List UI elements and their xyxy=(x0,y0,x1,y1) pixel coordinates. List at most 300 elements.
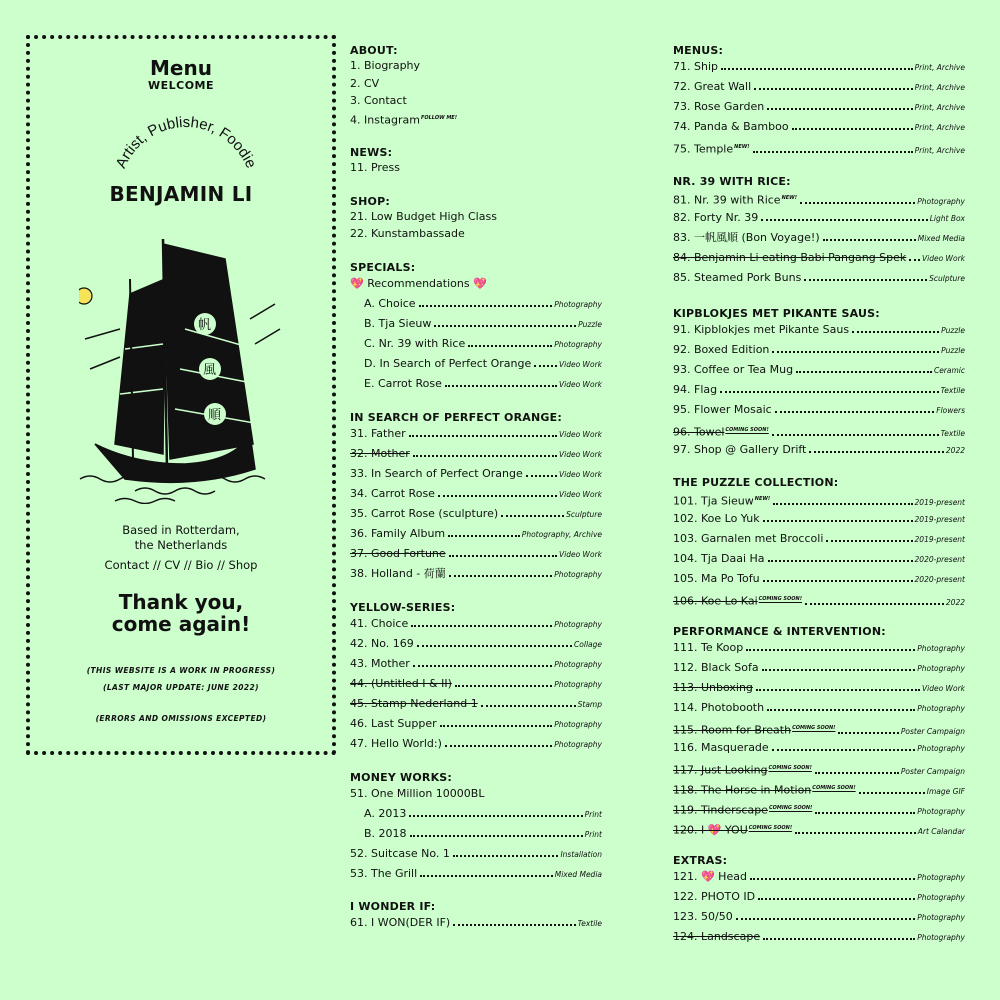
menu-item[interactable] xyxy=(673,420,965,440)
menu-item-label xyxy=(673,887,755,907)
svg-text:Artist, Publisher, Foodie xyxy=(112,114,259,171)
dot-leader xyxy=(526,475,557,477)
menu-item[interactable] xyxy=(350,294,602,314)
dot-leader xyxy=(767,108,912,110)
menu-item-label xyxy=(673,228,820,248)
dot-leader xyxy=(795,832,916,834)
note-errors: (ERRORS AND OMISSIONS EXCEPTED) xyxy=(95,714,267,723)
menu-item-label xyxy=(350,444,410,464)
dot-leader xyxy=(815,772,899,774)
dot-leader xyxy=(753,151,913,153)
menu-item[interactable] xyxy=(673,678,965,698)
menu-item-text: 113. Unboxing xyxy=(673,681,753,694)
menu-item[interactable] xyxy=(350,57,602,75)
menu-item[interactable] xyxy=(350,374,602,394)
menu-item-label xyxy=(350,544,446,564)
menu-item[interactable] xyxy=(350,784,602,804)
menu-item-label xyxy=(350,524,445,544)
menu-item[interactable] xyxy=(350,674,602,694)
dot-leader xyxy=(409,815,582,817)
menu-item[interactable] xyxy=(673,738,965,758)
dot-leader xyxy=(410,835,583,837)
menu-item[interactable] xyxy=(350,92,602,110)
menu-item-text: D. In Search of Perfect Orange xyxy=(364,356,532,370)
menu-item[interactable] xyxy=(350,694,602,714)
menu-item-label xyxy=(673,117,789,137)
menu-item-text: 83. 一帆風順 (Bon Voyage!) xyxy=(673,231,820,244)
menu-item-text: 92. Boxed Edition xyxy=(673,343,770,356)
dot-leader xyxy=(440,725,553,727)
link-bio[interactable]: Bio xyxy=(195,558,214,572)
menu-item-text: A. Choice xyxy=(364,296,416,310)
menu-item[interactable] xyxy=(673,658,965,678)
menu-item-text: E. Carrot Rose xyxy=(364,376,442,390)
menu-item[interactable] xyxy=(673,380,965,400)
menu-item-text: 85. Steamed Pork Buns xyxy=(673,271,802,284)
status-badge: COMING SOON! xyxy=(812,785,856,791)
menu-item-label xyxy=(673,589,802,612)
menu-item-text: 95. Flower Mosaic xyxy=(673,403,772,416)
menu-item-label xyxy=(350,784,484,804)
menu-item-label xyxy=(673,360,793,380)
menu-item-text: 41. Choice xyxy=(350,616,409,630)
menu-item-text: 114. Photobooth xyxy=(673,701,765,714)
menu-item-category: Flowers xyxy=(936,406,965,415)
thank-you-line-2: come again! xyxy=(111,612,251,636)
dot-leader xyxy=(445,385,557,387)
junk-boat-illustration xyxy=(75,229,285,504)
menu-item[interactable] xyxy=(673,509,965,529)
menu-item-category: Video Work xyxy=(559,489,602,499)
section-heading: SHOP: xyxy=(350,194,390,208)
menu-item-text: 104. Tja Daai Ha xyxy=(673,552,765,565)
menu-item-category: Stamp xyxy=(577,699,602,709)
menu-item-text: 82. Forty Nr. 39 xyxy=(673,211,759,224)
menu-item-category: Video Work xyxy=(559,549,602,559)
section-heading: IN SEARCH OF PERFECT ORANGE: xyxy=(350,410,562,424)
menu-item[interactable] xyxy=(673,320,965,340)
menu-item-category: 2022 xyxy=(945,597,965,607)
menu-item-category: Art Calandar xyxy=(917,826,965,836)
menu-item-text: 22. Kunstambassade xyxy=(350,227,465,240)
menu-item[interactable] xyxy=(350,75,602,93)
menu-item-category: Photography xyxy=(917,893,965,902)
menu-item-category: Photography xyxy=(554,719,602,729)
menu-item-category: Photography xyxy=(917,913,965,922)
welcome-label: WELCOME xyxy=(147,79,215,92)
menu-item-label xyxy=(364,824,407,844)
menu-item[interactable] xyxy=(350,314,602,334)
menu-item-text: 💖 Recommendations 💖 xyxy=(350,276,487,290)
dot-leader xyxy=(419,305,553,307)
menu-item-category: Textile xyxy=(940,428,965,438)
dot-leader xyxy=(768,560,913,562)
section-the-puzzle-collection xyxy=(673,476,965,609)
menu-item-category: Photography xyxy=(917,873,965,882)
status-badge: COMING SOON! xyxy=(758,596,802,602)
dot-leader xyxy=(838,732,898,734)
menu-item-label xyxy=(673,208,758,228)
menu-item[interactable] xyxy=(350,208,602,226)
menu-item[interactable] xyxy=(673,248,965,268)
menu-item-text: 115. Room for Breath xyxy=(673,723,792,737)
menu-item-text: 121. 💖 Head xyxy=(673,870,747,883)
menu-item-label xyxy=(350,484,435,504)
menu-item-text: 123. 50/50 xyxy=(673,910,733,923)
menu-item[interactable] xyxy=(673,340,965,360)
menu-item[interactable] xyxy=(673,440,965,460)
menu-item-text: 71. Ship xyxy=(673,60,718,73)
menu-item-label xyxy=(350,674,452,694)
menu-item-category: Video Work xyxy=(922,684,965,693)
dot-leader xyxy=(761,219,927,221)
menu-item[interactable] xyxy=(673,188,965,208)
menu-item-label xyxy=(350,734,442,754)
dot-leader xyxy=(445,745,552,747)
menu-item-text: 61. I WON(DER IF) xyxy=(350,915,451,929)
section-shop xyxy=(350,195,602,243)
menu-item-label xyxy=(350,92,407,110)
dot-leader xyxy=(826,540,912,542)
menu-item[interactable] xyxy=(673,867,965,887)
menu-item-label xyxy=(350,464,523,484)
menu-item-text: 42. No. 169 xyxy=(350,636,414,650)
link-separator: // xyxy=(213,558,229,572)
menu-item[interactable] xyxy=(673,698,965,718)
menu-item-label xyxy=(350,654,410,674)
menu-item[interactable] xyxy=(350,564,602,584)
menu-item-label xyxy=(364,374,442,394)
menu-item[interactable] xyxy=(350,504,602,524)
menu-item-label xyxy=(350,913,450,933)
section-news xyxy=(350,146,602,177)
menu-item-text: 47. Hello World:) xyxy=(350,736,442,750)
dot-leader xyxy=(758,898,915,900)
menu-item-text: 51. One Million 10000BL xyxy=(350,786,485,800)
menu-item[interactable] xyxy=(350,444,602,464)
dot-leader xyxy=(762,669,916,671)
menu-item-label xyxy=(673,57,718,77)
menu-item[interactable] xyxy=(673,907,965,927)
menu-item-category: Mixed Media xyxy=(917,234,965,243)
dot-leader xyxy=(448,535,520,537)
dot-leader xyxy=(756,689,920,691)
menu-item-category: Poster Campaign xyxy=(900,766,965,776)
section-specials xyxy=(350,261,602,394)
menu-item-text: 124. Landscape xyxy=(673,930,761,943)
menu-item[interactable] xyxy=(350,844,602,864)
menu-item-label xyxy=(350,634,414,654)
menu-item-category: Sculpture xyxy=(566,509,602,519)
menu-item-category: Collage xyxy=(574,639,602,649)
menu-item[interactable] xyxy=(673,818,965,838)
menu-item[interactable] xyxy=(673,927,965,947)
dot-leader xyxy=(449,575,552,577)
menu-item[interactable] xyxy=(350,654,602,674)
menu-item-label xyxy=(673,137,750,160)
menu-item[interactable] xyxy=(350,734,602,754)
dot-leader xyxy=(763,520,913,522)
section-heading: YELLOW-SERIES: xyxy=(350,600,456,614)
menu-item[interactable] xyxy=(673,758,965,778)
menu-item-label xyxy=(350,614,408,634)
menu-item-category: 2019-present xyxy=(914,535,965,544)
menu-item-text: 119. Tinderscape xyxy=(673,803,768,817)
link-shop[interactable]: Shop xyxy=(228,558,258,572)
note-last-update: (LAST MAJOR UPDATE: JUNE 2022) xyxy=(103,683,259,692)
menu-item-category: Photography xyxy=(917,196,965,206)
half-sun-icon xyxy=(75,287,93,305)
menu-item[interactable] xyxy=(350,484,602,504)
menu-item-label xyxy=(673,440,806,460)
menu-item[interactable] xyxy=(350,544,602,564)
menu-item-text: 3. Contact xyxy=(350,94,407,107)
dot-leader xyxy=(909,259,920,261)
dot-leader xyxy=(775,411,935,413)
menu-item-text: 43. Mother xyxy=(350,656,410,670)
menu-item-label xyxy=(673,248,906,268)
status-badge: COMING SOON! xyxy=(768,765,812,771)
menu-item[interactable] xyxy=(673,549,965,569)
svg-text:風: 風 xyxy=(203,363,217,378)
menu-item-text: 11. Press xyxy=(350,161,400,174)
menu-item-text: 105. Ma Po Tofu xyxy=(673,572,760,585)
menu-item[interactable] xyxy=(673,489,965,509)
menu-item-label xyxy=(350,274,487,294)
menu-item[interactable] xyxy=(350,464,602,484)
menu-item-category: Photography xyxy=(917,704,965,713)
menu-item-category: Photography xyxy=(917,744,965,753)
section-yellow-series xyxy=(350,601,602,754)
menu-item-label xyxy=(673,818,792,841)
svg-text:順: 順 xyxy=(208,408,222,423)
menu-item[interactable] xyxy=(673,360,965,380)
dot-leader xyxy=(804,279,927,281)
section-heading: MONEY WORKS: xyxy=(350,770,453,784)
dot-leader xyxy=(772,434,939,436)
dot-leader xyxy=(763,938,915,940)
menu-item-text: 97. Shop @ Gallery Drift xyxy=(673,443,807,456)
dot-leader xyxy=(763,580,913,582)
menu-item[interactable] xyxy=(350,110,602,128)
section-nr-39-with-rice xyxy=(673,175,965,288)
menu-item-text: 112. Black Sofa xyxy=(673,661,759,674)
dot-leader xyxy=(815,812,915,814)
menu-item[interactable] xyxy=(673,798,965,818)
menu-item[interactable] xyxy=(350,159,602,177)
menu-item-label xyxy=(350,225,465,243)
note-work-in-progress: (THIS WEBSITE IS A WORK IN PROGRESS) xyxy=(86,666,276,675)
menu-item[interactable] xyxy=(673,400,965,420)
menu-item-text: 120. I 💖 YOU xyxy=(673,823,748,837)
menu-item-text: 73. Rose Garden xyxy=(673,100,765,113)
menu-item[interactable] xyxy=(350,524,602,544)
menu-item-text: 21. Low Budget High Class xyxy=(350,209,497,223)
menu-item-text: 101. Tja Sieuw xyxy=(673,494,754,508)
menu-item-text: 45. Stamp Nederland 1 xyxy=(350,696,478,710)
menu-item-text: 91. Kipblokjes met Pikante Saus xyxy=(673,323,850,336)
menu-item-category: 2022 xyxy=(945,446,965,455)
menu-item-label xyxy=(673,658,759,678)
menu-item[interactable] xyxy=(673,529,965,549)
menu-item[interactable] xyxy=(673,887,965,907)
dot-leader xyxy=(721,68,913,70)
menu-item-label xyxy=(364,314,431,334)
menu-item-text: 31. Father xyxy=(350,426,406,440)
section-about xyxy=(350,44,602,127)
menu-item[interactable] xyxy=(673,718,965,738)
menu-item[interactable] xyxy=(350,634,602,654)
menu-item-label xyxy=(364,804,406,824)
menu-column-left xyxy=(350,44,602,949)
menu-item-text: 1. Biography xyxy=(350,59,421,72)
dot-leader xyxy=(453,924,575,926)
menu-item-label xyxy=(673,97,764,117)
menu-item-text: 81. Nr. 39 with Rice xyxy=(673,193,781,207)
menu-item-category: 2019-present xyxy=(914,497,965,507)
menu-item[interactable] xyxy=(673,569,965,589)
menu-item[interactable] xyxy=(350,913,602,933)
dot-leader xyxy=(420,875,553,877)
section-money-works xyxy=(350,771,602,884)
status-badge: NEW! xyxy=(734,144,750,150)
dot-leader xyxy=(453,855,559,857)
menu-item-category: Light Box xyxy=(929,214,965,223)
menu-item-label xyxy=(350,208,497,226)
dot-leader xyxy=(809,451,944,453)
menu-item[interactable] xyxy=(673,228,965,248)
dot-leader xyxy=(736,918,916,920)
menu-item-label xyxy=(350,424,406,444)
menu-item-category: Photography xyxy=(554,739,602,749)
menu-item[interactable] xyxy=(673,57,965,77)
section-heading: MENUS: xyxy=(673,44,724,57)
menu-item[interactable] xyxy=(350,804,602,824)
dot-leader xyxy=(720,391,938,393)
dot-leader xyxy=(772,351,939,353)
menu-item-label xyxy=(350,844,450,864)
section-performance-intervention xyxy=(673,625,965,838)
menu-item[interactable] xyxy=(673,97,965,117)
section-extras xyxy=(673,854,965,947)
menu-item[interactable] xyxy=(350,334,602,354)
menu-item-text: 106. Koe Lo Kai xyxy=(673,594,758,608)
menu-item[interactable] xyxy=(673,589,965,609)
section-heading: NEWS: xyxy=(350,146,393,159)
menu-item-text: 118. The Horse in Motion xyxy=(673,783,812,797)
dot-leader xyxy=(859,792,925,794)
menu-item[interactable] xyxy=(350,614,602,634)
menu-item[interactable] xyxy=(673,638,965,658)
menu-item[interactable] xyxy=(673,77,965,97)
menu-item-text: 36. Family Album xyxy=(350,526,446,540)
menu-item-category: Video Work xyxy=(922,254,965,263)
section-in-search-of-perfect-orange xyxy=(350,411,602,584)
dot-leader xyxy=(417,645,572,647)
section-heading: I WONDER IF: xyxy=(350,899,436,913)
dot-leader xyxy=(772,749,916,751)
menu-item-category: Photography xyxy=(554,679,602,689)
menu-item-category: Puzzle xyxy=(941,326,965,335)
menu-item-label xyxy=(673,867,747,887)
menu-item[interactable] xyxy=(350,274,602,294)
dot-leader xyxy=(534,365,557,367)
menu-item-text: B. 2018 xyxy=(364,826,407,840)
menu-item-label xyxy=(673,569,760,589)
menu-item-category: Puzzle xyxy=(578,319,602,329)
menu-item-text: B. Tja Sieuw xyxy=(364,316,432,330)
menu-item-text: 94. Flag xyxy=(673,383,718,396)
dot-leader xyxy=(409,435,557,437)
menu-item-category: Textile xyxy=(940,386,965,395)
menu-item[interactable] xyxy=(673,137,965,157)
menu-item-text: 103. Garnalen met Broccoli xyxy=(673,532,824,545)
status-badge: NEW! xyxy=(781,195,797,201)
dot-leader xyxy=(823,239,916,241)
menu-item-label xyxy=(673,400,772,420)
dot-leader xyxy=(796,371,932,373)
link-separator: // xyxy=(149,558,165,572)
menu-item[interactable] xyxy=(673,117,965,137)
menu-item-category: 2020-present xyxy=(914,555,965,564)
menu-item[interactable] xyxy=(350,354,602,374)
link-contact[interactable]: Contact xyxy=(104,558,150,572)
menu-item-category: Sculpture xyxy=(929,274,965,283)
menu-item-category: Photography, Archive xyxy=(521,529,602,539)
menu-item-category: Video Work xyxy=(559,359,602,369)
menu-item[interactable] xyxy=(350,714,602,734)
section-heading: ABOUT: xyxy=(350,44,398,57)
section-heading: SPECIALS: xyxy=(350,260,416,274)
menu-item-label xyxy=(673,738,769,758)
status-badge: COMING SOON! xyxy=(792,725,836,731)
menu-item-text: 53. The Grill xyxy=(350,866,418,880)
menu-item-label xyxy=(364,334,465,354)
menu-item-category: Installation xyxy=(560,849,602,859)
menu-item-text: 38. Holland - 荷蘭 xyxy=(350,566,446,580)
menu-item-text: 102. Koe Lo Yuk xyxy=(673,512,760,525)
link-cv[interactable]: CV xyxy=(164,558,181,572)
menu-item[interactable] xyxy=(673,268,965,288)
menu-item[interactable] xyxy=(350,824,602,844)
link-separator: // xyxy=(180,558,196,572)
menu-item-category: Print, Archive xyxy=(914,63,965,72)
menu-item[interactable] xyxy=(350,424,602,444)
menu-item[interactable] xyxy=(350,864,602,884)
menu-item-category: 2019-present xyxy=(914,515,965,524)
menu-item-text: 74. Panda & Bamboo xyxy=(673,120,789,133)
menu-item-category: Video Work xyxy=(559,469,602,479)
menu-item-text: A. 2013 xyxy=(364,806,407,820)
menu-item-category: Puzzle xyxy=(941,346,965,355)
menu-item-category: Photography xyxy=(917,806,965,816)
menu-item-text: 96. Towel xyxy=(673,425,725,439)
artist-name: BENJAMIN LI xyxy=(109,182,253,206)
menu-item[interactable] xyxy=(350,225,602,243)
menu-item-label xyxy=(350,159,400,177)
menu-item-category: Video Work xyxy=(559,379,602,389)
section-heading: PERFORMANCE & INTERVENTION: xyxy=(673,625,886,638)
menu-item-text: C. Nr. 39 with Rice xyxy=(364,336,466,350)
menu-column-right xyxy=(673,44,965,963)
menu-item-text: 2. CV xyxy=(350,76,380,90)
menu-item-text: 122. PHOTO ID xyxy=(673,890,756,903)
menu-item-category: Print, Archive xyxy=(914,103,965,112)
status-badge: FOLLOW ME! xyxy=(420,114,457,121)
menu-item-label xyxy=(673,678,753,698)
menu-card xyxy=(26,35,336,755)
dot-leader xyxy=(805,603,944,605)
